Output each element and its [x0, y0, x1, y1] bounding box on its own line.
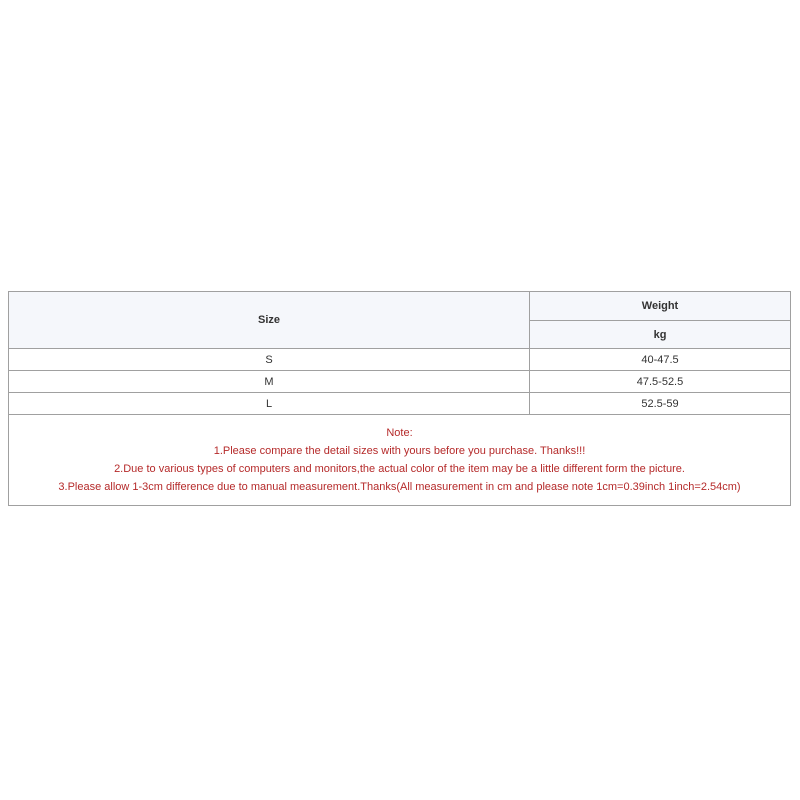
note-line-1: 1.Please compare the detail sizes with yours before you purchase. Thanks!!!	[213, 445, 586, 457]
note-line-3: 3.Please allow 1-3cm difference due to manual measurement.Thanks(All measurement in cm and please note 1cm=0.39inch 1inch=2.54cm)	[58, 481, 741, 493]
size-cell: S	[9, 349, 530, 371]
table-row	[9, 393, 791, 415]
table-row	[9, 371, 791, 393]
header-weight: Weight	[530, 292, 791, 321]
weight-cell: 47.5-52.5	[530, 371, 791, 393]
table-row	[9, 349, 791, 371]
note-line-2: 2.Due to various types of computers and monitors,the actual color of the item may be a little different form the picture.	[114, 463, 685, 475]
header-size: Size	[9, 292, 530, 349]
size-chart-table	[8, 291, 791, 506]
header-unit: kg	[530, 321, 791, 349]
weight-cell: 52.5-59	[530, 393, 791, 415]
size-cell: L	[9, 393, 530, 415]
notes-section	[9, 415, 791, 506]
weight-cell: 40-47.5	[530, 349, 791, 371]
notes-title: Note:	[386, 427, 413, 439]
size-cell: M	[9, 371, 530, 393]
